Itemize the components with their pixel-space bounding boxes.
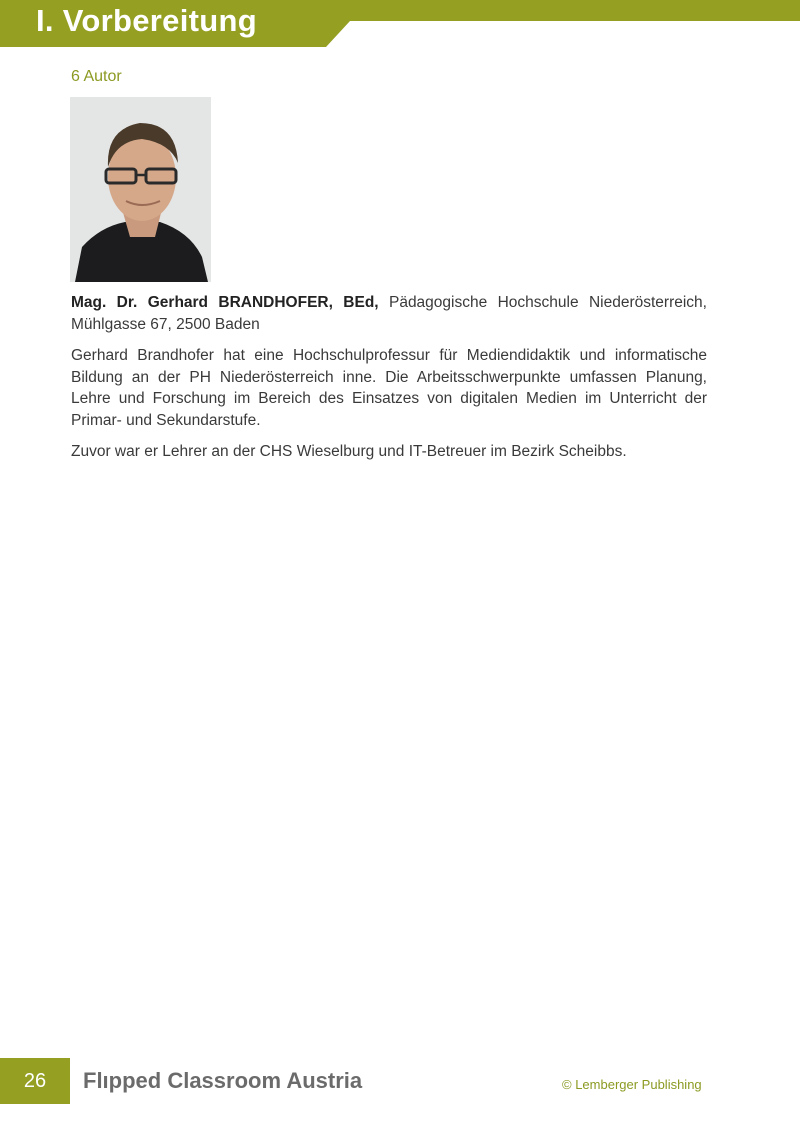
bio-paragraph-2: Zuvor war er Lehrer an der CHS Wieselburg und IT-Betreuer im Bezirk Scheibbs.	[71, 443, 627, 460]
bio-paragraph-1: Gerhard Brandhofer hat eine Hochschulprofessur für Mediendidaktik und informatische Bildung an der PH Niederösterreich inne. Die Arbeitsschwerpunkte umfassen Planung, Lehre und Forschung im Bereich des Einsatzes von digitalen Medien im Unterricht der Primar- und Sekundarstufe.	[71, 347, 707, 429]
author-name: Mag. Dr. Gerhard BRANDHOFER, BEd,	[71, 294, 379, 311]
book-title: Flıpped Classroom Austria	[83, 1068, 363, 1093]
author-text	[71, 292, 707, 473]
page-number: 26	[0, 1058, 70, 1104]
chapter-header-bar	[0, 0, 800, 47]
chapter-title: I. Vorbereitung	[36, 3, 257, 38]
copyright-notice: © Lemberger Publishing	[562, 1077, 702, 1092]
portrait-image	[70, 97, 211, 282]
section-heading: 6 Autor	[71, 68, 122, 85]
author-credit	[71, 292, 707, 335]
author-photo	[70, 97, 211, 282]
author-affiliation: Pädagogische Hochschule Niederösterreich, Mühlgasse 67, 2500 Baden	[71, 294, 707, 333]
